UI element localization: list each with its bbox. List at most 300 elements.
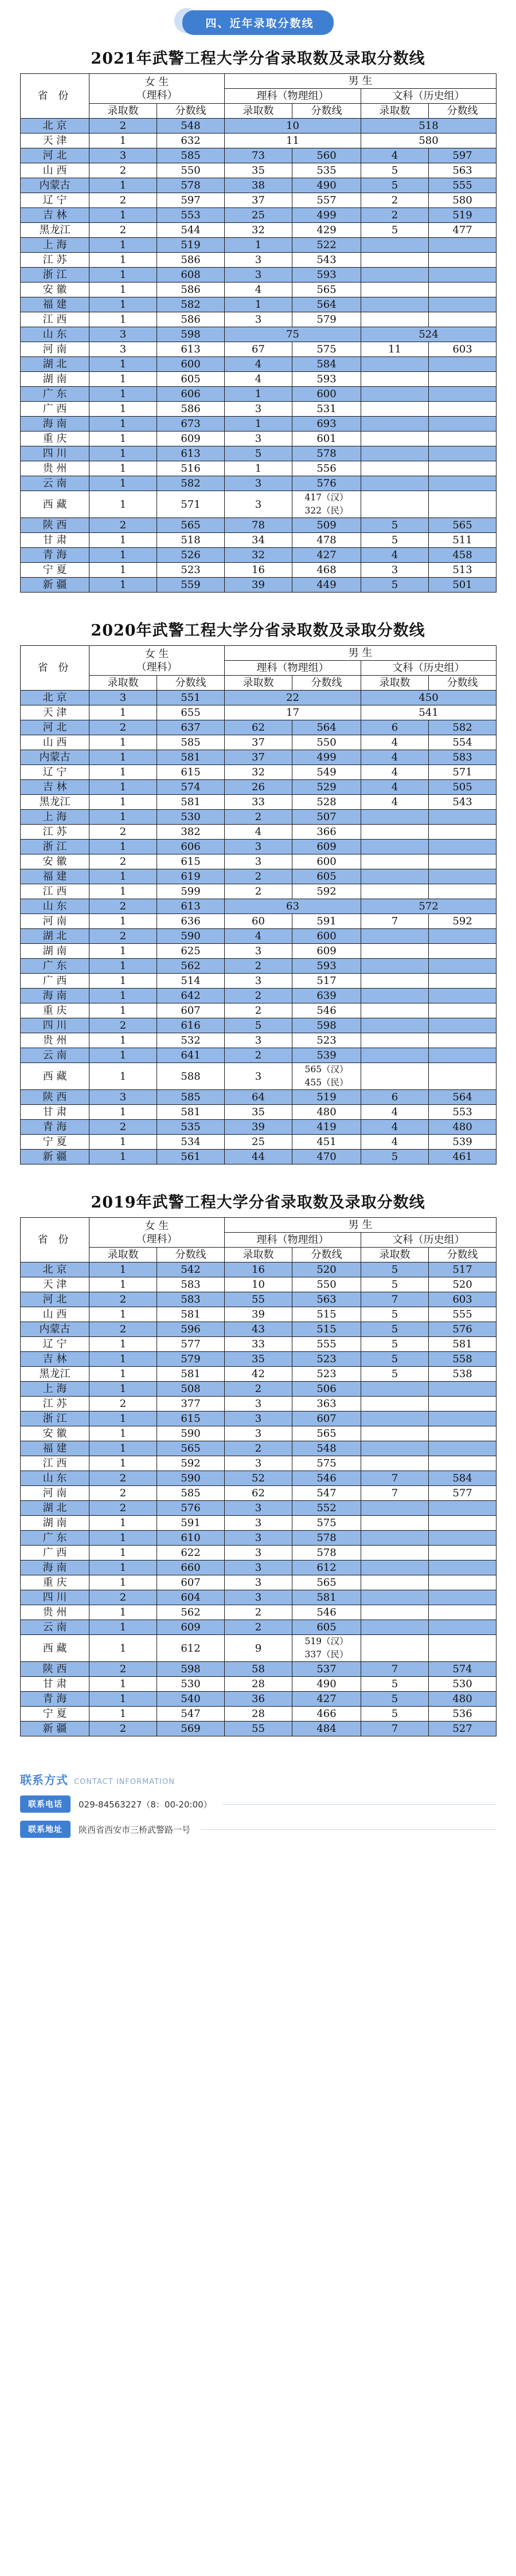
cell-female-score: 579 xyxy=(157,1352,225,1367)
cell-arts-score xyxy=(429,1441,497,1456)
cell-female-count: 1 xyxy=(89,1635,157,1662)
cell-female-count: 1 xyxy=(89,357,157,372)
table-row xyxy=(21,974,497,989)
cell-province: 重 庆 xyxy=(21,432,89,446)
cell-arts-score xyxy=(429,1048,497,1063)
header-female-label: 女 生 xyxy=(144,76,169,88)
cell-science-count: 3 xyxy=(225,1063,292,1090)
cell-province: 河 南 xyxy=(21,1486,89,1501)
cell-arts-count: 4 xyxy=(361,750,429,765)
cell-science-score: 693 xyxy=(292,417,361,432)
cell-arts-score xyxy=(429,1033,497,1048)
cell-province: 广 西 xyxy=(21,1546,89,1561)
cell-science-score: 578 xyxy=(292,1546,361,1561)
table-row xyxy=(21,1486,497,1501)
cell-science-count: 16 xyxy=(225,1262,292,1277)
cell-female-score: 609 xyxy=(157,1620,225,1635)
cell-province: 内蒙古 xyxy=(21,1322,89,1337)
cell-province: 湖 北 xyxy=(21,929,89,944)
cell-female-count: 3 xyxy=(89,691,157,705)
cell-arts-count xyxy=(361,869,429,884)
cell-female-score: 585 xyxy=(157,1486,225,1501)
cell-science-count: 78 xyxy=(225,518,292,533)
cell-female-count: 1 xyxy=(89,1003,157,1018)
cell-science-count: 3 xyxy=(225,1516,292,1531)
cell-province: 西 藏 xyxy=(21,1063,89,1090)
cell-province: 贵 州 xyxy=(21,1033,89,1048)
cell-female-count: 1 xyxy=(89,1692,157,1707)
cell-arts-score xyxy=(429,1575,497,1590)
cell-province: 甘 肃 xyxy=(21,1677,89,1692)
score-table xyxy=(20,73,497,593)
cell-female-count: 2 xyxy=(89,1722,157,1736)
cell-female-score: 625 xyxy=(157,944,225,959)
cell-female-score: 562 xyxy=(157,959,225,974)
cell-arts-count xyxy=(361,1590,429,1605)
cell-arts-score: 576 xyxy=(429,1322,497,1337)
cell-arts-count: 7 xyxy=(361,1722,429,1736)
cell-male-count-merged: 17 xyxy=(225,705,361,720)
cell-province: 新 疆 xyxy=(21,1722,89,1736)
cell-female-count: 1 xyxy=(89,491,157,518)
cell-science-count: 3 xyxy=(225,253,292,268)
cell-science-count: 28 xyxy=(225,1707,292,1722)
cell-arts-score xyxy=(429,372,497,387)
cell-female-count: 1 xyxy=(89,869,157,884)
cell-female-count: 1 xyxy=(89,705,157,720)
cell-science-score: 499 xyxy=(292,208,361,223)
cell-female-count: 1 xyxy=(89,944,157,959)
cell-province: 四 川 xyxy=(21,1018,89,1033)
cell-science-score: 543 xyxy=(292,253,361,268)
cell-female-score: 577 xyxy=(157,1337,225,1352)
header-female-score: 分数线 xyxy=(157,104,225,119)
header-science-score: 分数线 xyxy=(292,1248,361,1262)
cell-arts-score: 565 xyxy=(429,518,497,533)
table-row xyxy=(21,959,497,974)
cell-female-score: 550 xyxy=(157,163,225,178)
cell-science-count: 37 xyxy=(225,750,292,765)
table-row xyxy=(21,1382,497,1397)
cell-province: 重 庆 xyxy=(21,1575,89,1590)
cell-science-score: 523 xyxy=(292,1033,361,1048)
cell-science-count: 58 xyxy=(225,1662,292,1677)
cell-female-count: 3 xyxy=(89,327,157,342)
cell-science-score: 522 xyxy=(292,238,361,253)
cell-female-score: 599 xyxy=(157,884,225,899)
cell-science-count: 2 xyxy=(225,959,292,974)
table-row xyxy=(21,691,497,705)
years-container xyxy=(0,45,516,1761)
cell-science-score: 427 xyxy=(292,1692,361,1707)
cell-province: 广 东 xyxy=(21,1531,89,1546)
cell-arts-score xyxy=(429,312,497,327)
cell-female-score: 592 xyxy=(157,1456,225,1471)
cell-science-score: 546 xyxy=(292,1605,361,1620)
cell-arts-score: 461 xyxy=(429,1150,497,1165)
cell-science-count: 2 xyxy=(225,1048,292,1063)
cell-female-score: 535 xyxy=(157,1120,225,1135)
header-male-science: 理科（物理组） xyxy=(225,1233,361,1248)
cell-science-count: 3 xyxy=(225,854,292,869)
cell-science-score: 546 xyxy=(292,1003,361,1018)
cell-province: 湖 南 xyxy=(21,1516,89,1531)
cell-arts-score: 539 xyxy=(429,1135,497,1150)
cell-arts-score xyxy=(429,387,497,402)
cell-female-count: 1 xyxy=(89,810,157,825)
cell-female-count: 1 xyxy=(89,1382,157,1397)
cell-province: 辽 宁 xyxy=(21,193,89,208)
table-row xyxy=(21,563,497,578)
cell-female-count: 1 xyxy=(89,1105,157,1120)
cell-female-score: 585 xyxy=(157,735,225,750)
table-row xyxy=(21,795,497,810)
cell-science-count: 39 xyxy=(225,1120,292,1135)
table-row xyxy=(21,1471,497,1486)
cell-science-count: 2 xyxy=(225,1003,292,1018)
cell-female-score: 605 xyxy=(157,372,225,387)
cell-arts-count xyxy=(361,372,429,387)
header-science-score: 分数线 xyxy=(292,104,361,119)
cell-arts-count xyxy=(361,432,429,446)
cell-arts-score xyxy=(429,1501,497,1516)
cell-province: 天 津 xyxy=(21,134,89,148)
cell-science-score: 565 xyxy=(292,1426,361,1441)
cell-arts-count xyxy=(361,1426,429,1441)
cell-province: 贵 州 xyxy=(21,1605,89,1620)
cell-female-count: 3 xyxy=(89,342,157,357)
cell-arts-count xyxy=(361,476,429,491)
table-row xyxy=(21,193,497,208)
cell-female-score: 637 xyxy=(157,720,225,735)
table-gap xyxy=(20,1736,496,1761)
cell-science-score: 612 xyxy=(292,1561,361,1575)
table-row xyxy=(21,476,497,491)
cell-science-score: 607 xyxy=(292,1411,361,1426)
cell-female-score: 581 xyxy=(157,750,225,765)
cell-science-score: 417（汉） 322（民） xyxy=(292,491,361,518)
cell-female-score: 514 xyxy=(157,974,225,989)
phone-divider xyxy=(222,1804,496,1805)
cell-female-score: 613 xyxy=(157,899,225,914)
cell-science-count: 4 xyxy=(225,372,292,387)
cell-science-count: 3 xyxy=(225,432,292,446)
cell-science-score: 427 xyxy=(292,548,361,563)
cell-female-score: 590 xyxy=(157,929,225,944)
cell-science-score: 451 xyxy=(292,1135,361,1150)
cell-science-count: 26 xyxy=(225,780,292,795)
cell-science-count: 35 xyxy=(225,1105,292,1120)
cell-arts-count xyxy=(361,417,429,432)
cell-female-score: 571 xyxy=(157,491,225,518)
cell-science-count: 60 xyxy=(225,914,292,929)
table-row xyxy=(21,1561,497,1575)
cell-province: 天 津 xyxy=(21,705,89,720)
cell-female-count: 1 xyxy=(89,1367,157,1382)
cell-female-count: 1 xyxy=(89,840,157,854)
cell-female-count: 1 xyxy=(89,134,157,148)
cell-science-score: 605 xyxy=(292,1620,361,1635)
cell-province: 山 西 xyxy=(21,163,89,178)
cell-female-score: 636 xyxy=(157,914,225,929)
cell-science-count: 9 xyxy=(225,1635,292,1662)
cell-female-score: 562 xyxy=(157,1605,225,1620)
cell-female-count: 1 xyxy=(89,432,157,446)
bottom-space xyxy=(20,1842,496,1848)
cell-arts-count xyxy=(361,1620,429,1635)
table-row xyxy=(21,1397,497,1411)
cell-arts-count xyxy=(361,944,429,959)
cell-science-score: 517 xyxy=(292,974,361,989)
cell-arts-score xyxy=(429,1426,497,1441)
cell-arts-count xyxy=(361,1441,429,1456)
cell-science-score: 520 xyxy=(292,1262,361,1277)
cell-female-score: 565 xyxy=(157,1441,225,1456)
cell-female-score: 600 xyxy=(157,357,225,372)
cell-science-count: 73 xyxy=(225,148,292,163)
cell-province: 浙 江 xyxy=(21,840,89,854)
cell-province: 湖 北 xyxy=(21,1501,89,1516)
cell-province: 北 京 xyxy=(21,691,89,705)
cell-female-score: 582 xyxy=(157,476,225,491)
cell-female-count: 1 xyxy=(89,1307,157,1322)
cell-arts-count xyxy=(361,268,429,283)
phone-row xyxy=(20,1791,496,1817)
table-row xyxy=(21,989,497,1003)
table-row xyxy=(21,1501,497,1516)
cell-province: 陕 西 xyxy=(21,1662,89,1677)
cell-arts-count: 4 xyxy=(361,735,429,750)
cell-female-count: 1 xyxy=(89,780,157,795)
address-value: 陕西省西安市三桥武警路一号 xyxy=(79,1824,191,1835)
cell-arts-count xyxy=(361,297,429,312)
cell-arts-count: 5 xyxy=(361,1277,429,1292)
cell-arts-count: 4 xyxy=(361,1135,429,1150)
cell-arts-score: 597 xyxy=(429,148,497,163)
cell-female-count: 1 xyxy=(89,578,157,593)
cell-female-count: 1 xyxy=(89,372,157,387)
cell-arts-score xyxy=(429,1018,497,1033)
cell-science-count: 3 xyxy=(225,402,292,417)
table-row xyxy=(21,1322,497,1337)
cell-province: 天 津 xyxy=(21,1277,89,1292)
cell-female-score: 508 xyxy=(157,1382,225,1397)
cell-arts-count xyxy=(361,1397,429,1411)
cell-science-count: 3 xyxy=(225,268,292,283)
cell-female-score: 523 xyxy=(157,563,225,578)
cell-science-score: 575 xyxy=(292,1516,361,1531)
cell-female-count: 1 xyxy=(89,1561,157,1575)
table-row xyxy=(21,1277,497,1292)
cell-arts-score xyxy=(429,1397,497,1411)
cell-arts-score xyxy=(429,1561,497,1575)
table-row xyxy=(21,297,497,312)
cell-arts-count xyxy=(361,387,429,402)
table-row xyxy=(21,283,497,297)
cell-female-score: 382 xyxy=(157,825,225,840)
table-row xyxy=(21,1003,497,1018)
cell-science-score: 591 xyxy=(292,914,361,929)
table-row xyxy=(21,327,497,342)
cell-female-score: 547 xyxy=(157,1707,225,1722)
table-row xyxy=(21,1662,497,1677)
cell-arts-score: 553 xyxy=(429,1105,497,1120)
table-row xyxy=(21,810,497,825)
table-row xyxy=(21,1262,497,1277)
cell-female-score: 519 xyxy=(157,238,225,253)
cell-female-score: 561 xyxy=(157,1150,225,1165)
cell-male-count-merged: 63 xyxy=(225,899,361,914)
cell-science-count: 1 xyxy=(225,238,292,253)
table-row xyxy=(21,238,497,253)
cell-science-score: 468 xyxy=(292,563,361,578)
cell-science-score: 605 xyxy=(292,869,361,884)
cell-province: 重 庆 xyxy=(21,1003,89,1018)
cell-arts-score: 584 xyxy=(429,1471,497,1486)
cell-science-count: 36 xyxy=(225,1692,292,1707)
cell-science-count: 5 xyxy=(225,1018,292,1033)
table-row xyxy=(21,253,497,268)
table-row xyxy=(21,1456,497,1471)
cell-science-count: 35 xyxy=(225,1352,292,1367)
cell-arts-count: 4 xyxy=(361,548,429,563)
cell-female-count: 1 xyxy=(89,1277,157,1292)
contact-section xyxy=(20,1771,496,1848)
cell-science-count: 42 xyxy=(225,1367,292,1382)
cell-female-score: 615 xyxy=(157,765,225,780)
cell-arts-score: 554 xyxy=(429,735,497,750)
header-male: 男 生 xyxy=(225,646,497,661)
address-label-badge: 联系地址 xyxy=(20,1821,71,1838)
cell-female-count: 1 xyxy=(89,1516,157,1531)
cell-science-count: 55 xyxy=(225,1292,292,1307)
table-row xyxy=(21,1033,497,1048)
header-female-sub: （理科） xyxy=(136,1233,178,1245)
cell-female-score: 583 xyxy=(157,1292,225,1307)
table-row xyxy=(21,223,497,238)
cell-female-count: 1 xyxy=(89,1426,157,1441)
cell-female-count: 1 xyxy=(89,1262,157,1277)
table-row xyxy=(21,899,497,914)
cell-province: 内蒙古 xyxy=(21,750,89,765)
table-row xyxy=(21,1105,497,1120)
cell-science-count: 3 xyxy=(225,1456,292,1471)
cell-arts-score xyxy=(429,432,497,446)
cell-female-count: 1 xyxy=(89,1048,157,1063)
table-row xyxy=(21,548,497,563)
cell-female-score: 586 xyxy=(157,253,225,268)
cell-science-score: 575 xyxy=(292,1456,361,1471)
section-pill-wrap xyxy=(182,10,333,35)
cell-science-count: 2 xyxy=(225,810,292,825)
cell-female-count: 1 xyxy=(89,446,157,461)
cell-province: 江 西 xyxy=(21,312,89,327)
cell-province: 贵 州 xyxy=(21,461,89,476)
table-row xyxy=(21,1120,497,1135)
cell-province: 福 建 xyxy=(21,869,89,884)
cell-arts-count xyxy=(361,989,429,1003)
cell-arts-score: 519 xyxy=(429,208,497,223)
cell-male-score-merged: 572 xyxy=(361,899,497,914)
cell-science-count: 33 xyxy=(225,795,292,810)
cell-arts-count xyxy=(361,1561,429,1575)
cell-science-count: 3 xyxy=(225,1033,292,1048)
cell-female-score: 586 xyxy=(157,402,225,417)
table-row xyxy=(21,163,497,178)
cell-female-score: 615 xyxy=(157,1411,225,1426)
table-row xyxy=(21,780,497,795)
header-male-arts: 文科（历史组） xyxy=(361,661,497,676)
cell-science-score: 529 xyxy=(292,780,361,795)
cell-arts-score xyxy=(429,1531,497,1546)
header-science-score: 分数线 xyxy=(292,676,361,691)
cell-female-count: 1 xyxy=(89,765,157,780)
table-row xyxy=(21,446,497,461)
cell-arts-score xyxy=(429,989,497,1003)
cell-arts-count: 5 xyxy=(361,223,429,238)
cell-province: 江 西 xyxy=(21,1456,89,1471)
cell-female-count: 1 xyxy=(89,283,157,297)
cell-science-score: 581 xyxy=(292,1590,361,1605)
cell-male-score-merged: 518 xyxy=(361,119,497,134)
cell-science-score: 499 xyxy=(292,750,361,765)
cell-province: 云 南 xyxy=(21,476,89,491)
cell-female-count: 2 xyxy=(89,119,157,134)
header-province: 省 份 xyxy=(21,74,89,119)
cell-female-score: 559 xyxy=(157,578,225,593)
cell-science-score: 555 xyxy=(292,1337,361,1352)
header-female-label: 女 生 xyxy=(144,1220,169,1232)
cell-science-count: 33 xyxy=(225,1337,292,1352)
cell-science-score: 490 xyxy=(292,178,361,193)
cell-female-score: 619 xyxy=(157,869,225,884)
cell-female-count: 2 xyxy=(89,1501,157,1516)
cell-arts-score xyxy=(429,1605,497,1620)
cell-science-count: 2 xyxy=(225,869,292,884)
cell-province: 河 南 xyxy=(21,914,89,929)
cell-female-score: 588 xyxy=(157,1063,225,1090)
cell-female-score: 585 xyxy=(157,1090,225,1105)
cell-science-score: 593 xyxy=(292,268,361,283)
table-row xyxy=(21,884,497,899)
table-row xyxy=(21,461,497,476)
cell-science-count: 3 xyxy=(225,1546,292,1561)
cell-science-count: 43 xyxy=(225,1322,292,1337)
cell-science-count: 28 xyxy=(225,1677,292,1692)
cell-female-score: 598 xyxy=(157,1662,225,1677)
cell-science-count: 3 xyxy=(225,476,292,491)
cell-arts-score xyxy=(429,825,497,840)
cell-female-score: 591 xyxy=(157,1516,225,1531)
cell-female-score: 565 xyxy=(157,518,225,533)
cell-arts-score xyxy=(429,1382,497,1397)
cell-province: 广 西 xyxy=(21,974,89,989)
cell-province: 浙 江 xyxy=(21,1411,89,1426)
year-title: 2020年武警工程大学分省录取数及录取分数线 xyxy=(91,622,425,640)
cell-province: 山 西 xyxy=(21,735,89,750)
cell-science-count: 10 xyxy=(225,1277,292,1292)
phone-label-badge: 联系电话 xyxy=(20,1795,71,1813)
cell-arts-count: 4 xyxy=(361,765,429,780)
cell-province: 海 南 xyxy=(21,989,89,1003)
table-row xyxy=(21,1367,497,1382)
cell-arts-count xyxy=(361,810,429,825)
cell-arts-count: 5 xyxy=(361,1307,429,1322)
table-row xyxy=(21,765,497,780)
cell-province: 辽 宁 xyxy=(21,1337,89,1352)
cell-science-score: 565 xyxy=(292,283,361,297)
header-province: 省 份 xyxy=(21,646,89,691)
